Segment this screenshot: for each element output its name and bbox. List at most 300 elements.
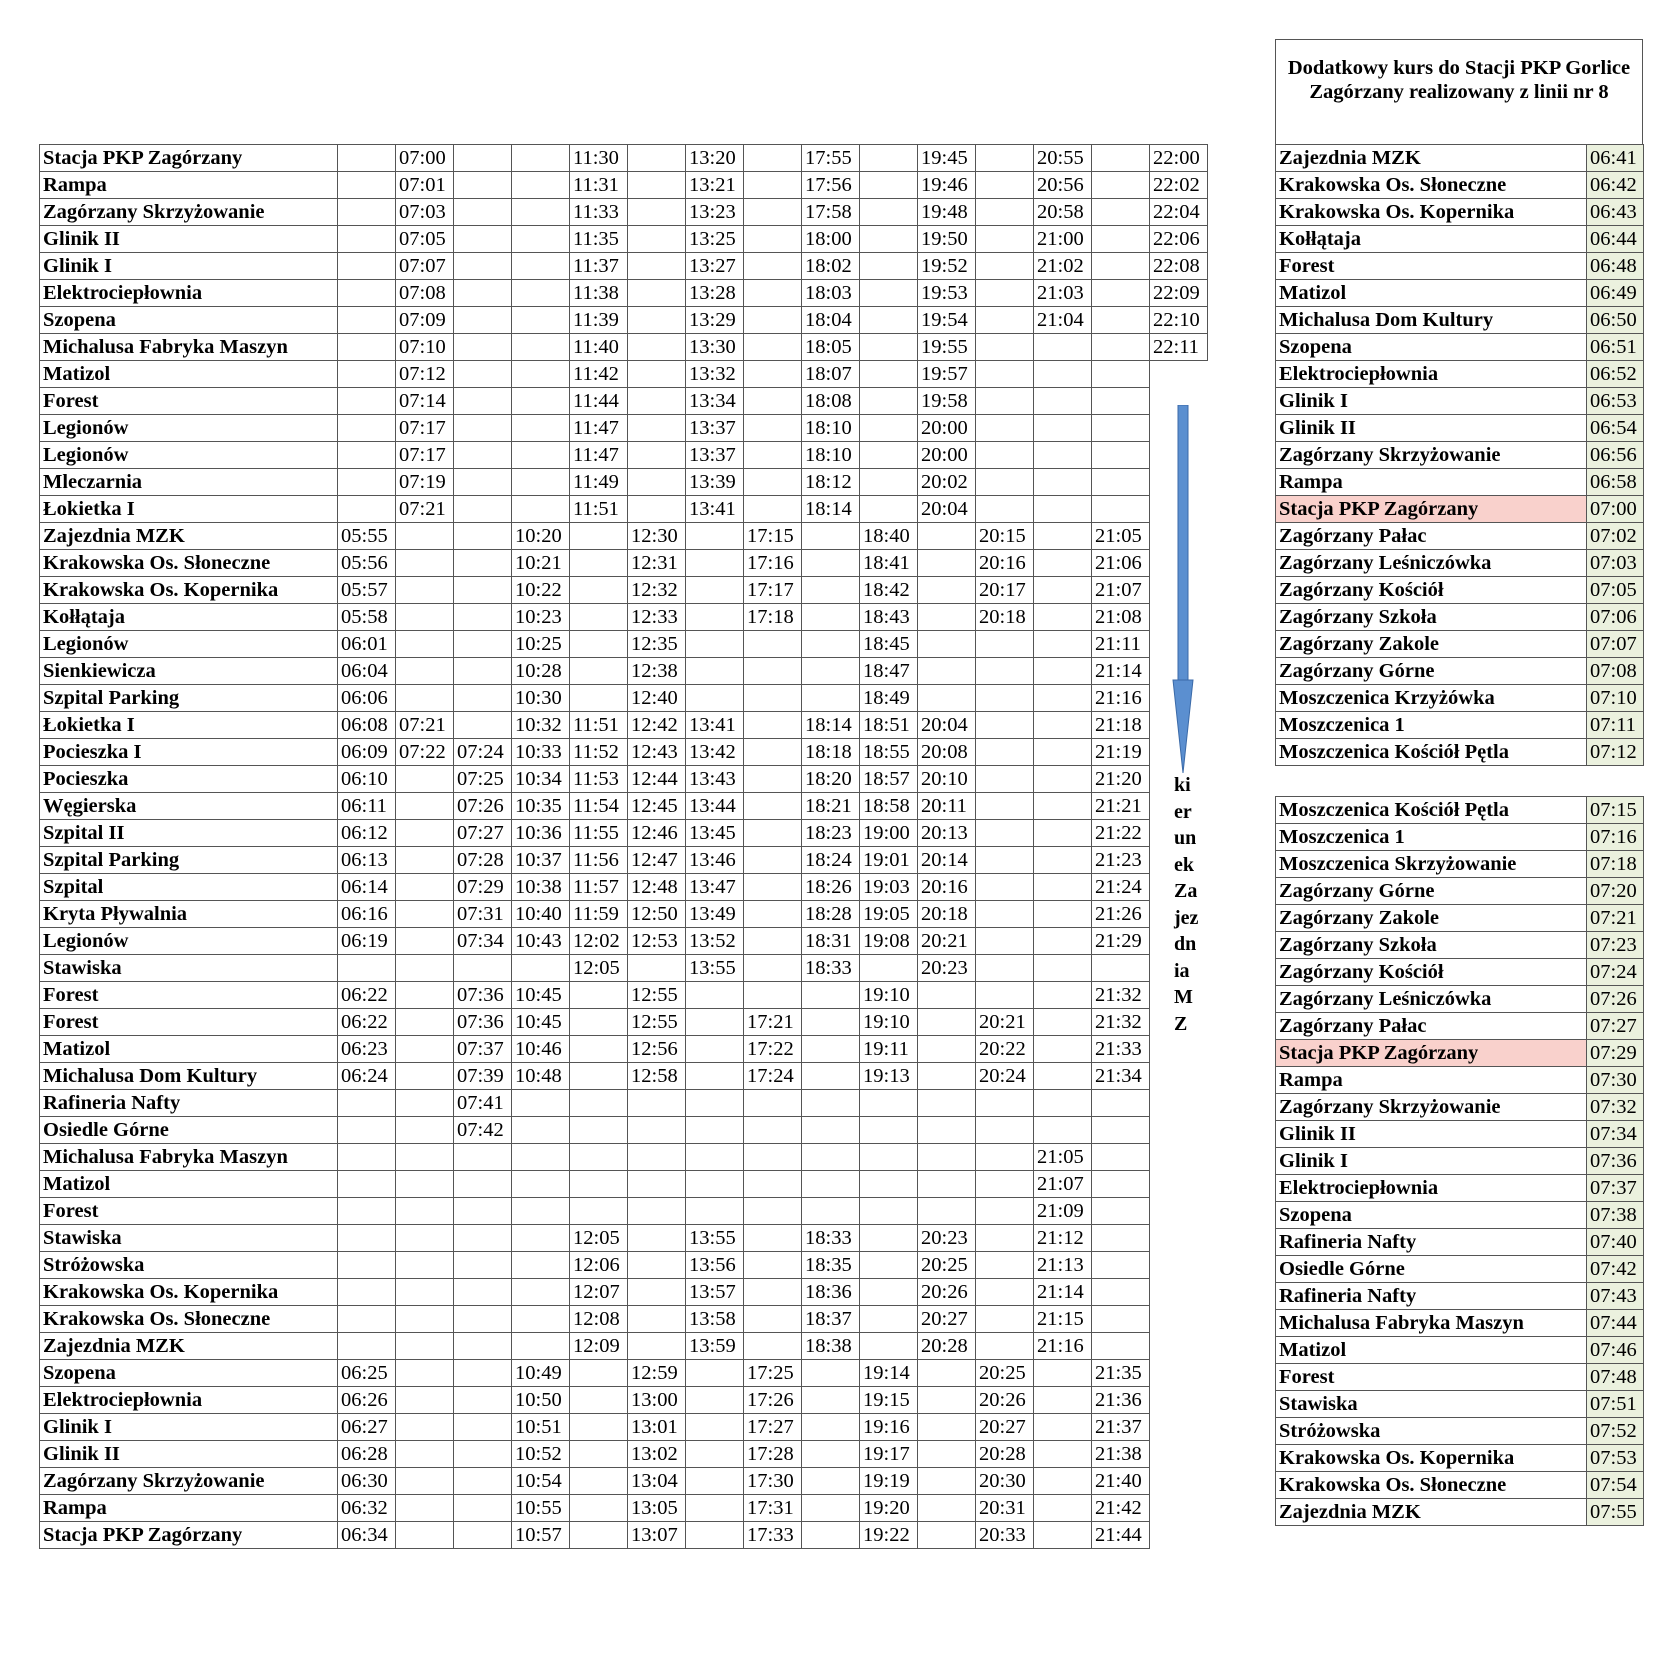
side-panel-header: Dodatkowy kurs do Stacji PKP Gorlice Zagórzany realizowany z linii nr 8 <box>1275 39 1643 144</box>
departure-time <box>1034 739 1092 766</box>
departure-time <box>338 496 396 523</box>
table-row <box>40 1036 1208 1063</box>
table-row <box>40 982 1208 1009</box>
departure-time: 11:51 <box>570 496 628 523</box>
departure-time <box>396 1387 454 1414</box>
departure-time <box>338 388 396 415</box>
table-row <box>40 307 1208 334</box>
table-row <box>1276 1418 1644 1445</box>
departure-time <box>338 1144 396 1171</box>
table-row <box>1276 878 1644 905</box>
departure-time: 10:49 <box>512 1360 570 1387</box>
table-row <box>1276 1067 1644 1094</box>
departure-time <box>802 577 860 604</box>
departure-time: 12:43 <box>628 739 686 766</box>
departure-time: 13:07 <box>628 1522 686 1549</box>
departure-time: 12:30 <box>628 523 686 550</box>
departure-time <box>512 955 570 982</box>
departure-time <box>454 1495 512 1522</box>
departure-time: 18:10 <box>802 442 860 469</box>
departure-time <box>1092 253 1150 280</box>
stop-name: Rampa <box>40 172 338 199</box>
departure-time <box>396 631 454 658</box>
departure-time: 11:54 <box>570 793 628 820</box>
departure-time <box>976 685 1034 712</box>
table-row <box>40 496 1208 523</box>
departure-time: 18:33 <box>802 1225 860 1252</box>
stop-name: Szopena <box>1276 334 1587 361</box>
departure-time <box>628 1144 686 1171</box>
table-row <box>1276 361 1644 388</box>
stop-name: Matizol <box>40 361 338 388</box>
departure-time: 13:28 <box>686 280 744 307</box>
departure-time <box>1034 901 1092 928</box>
table-row <box>1276 1040 1644 1067</box>
departure-time: 07:29 <box>1587 1040 1644 1067</box>
stop-name: Zagórzany Leśniczówka <box>1276 986 1587 1013</box>
departure-time <box>628 955 686 982</box>
departure-time <box>860 253 918 280</box>
departure-time: 07:07 <box>1587 631 1644 658</box>
departure-time <box>338 334 396 361</box>
departure-time: 06:08 <box>338 712 396 739</box>
departure-time <box>802 1036 860 1063</box>
departure-time <box>976 1225 1034 1252</box>
departure-time: 07:05 <box>396 226 454 253</box>
departure-time <box>1034 388 1092 415</box>
table-row <box>40 577 1208 604</box>
departure-time: 13:20 <box>686 145 744 172</box>
departure-time <box>396 901 454 928</box>
departure-time <box>1034 955 1092 982</box>
table-row <box>1276 1337 1644 1364</box>
table-row <box>1276 604 1644 631</box>
departure-time <box>802 1522 860 1549</box>
table-row <box>1276 631 1644 658</box>
table-row <box>1276 851 1644 878</box>
departure-time: 11:47 <box>570 415 628 442</box>
departure-time: 22:11 <box>1150 334 1208 361</box>
table-row <box>40 874 1208 901</box>
stop-name: Elektrociepłownia <box>1276 1175 1587 1202</box>
departure-time: 07:15 <box>1587 797 1644 824</box>
departure-time <box>976 1117 1034 1144</box>
departure-time: 07:34 <box>1587 1121 1644 1148</box>
departure-time <box>570 1198 628 1225</box>
departure-time: 07:02 <box>1587 523 1644 550</box>
departure-time: 07:32 <box>1587 1094 1644 1121</box>
table-row <box>1276 307 1644 334</box>
departure-time: 17:22 <box>744 1036 802 1063</box>
departure-time: 07:48 <box>1587 1364 1644 1391</box>
table-row <box>1276 496 1644 523</box>
stop-name: Pocieszka <box>40 766 338 793</box>
departure-time <box>512 1279 570 1306</box>
departure-time: 13:27 <box>686 253 744 280</box>
direction-label-line: un <box>1174 827 1197 849</box>
departure-time: 13:45 <box>686 820 744 847</box>
departure-time: 07:10 <box>1587 685 1644 712</box>
departure-time: 13:57 <box>686 1279 744 1306</box>
departure-time <box>338 253 396 280</box>
table-row <box>40 712 1208 739</box>
departure-time: 18:42 <box>860 577 918 604</box>
departure-time <box>454 658 512 685</box>
departure-time: 06:30 <box>338 1468 396 1495</box>
departure-time <box>686 1468 744 1495</box>
departure-time: 11:55 <box>570 820 628 847</box>
stop-name: Mleczarnia <box>40 469 338 496</box>
departure-time: 17:55 <box>802 145 860 172</box>
departure-time: 07:21 <box>396 712 454 739</box>
departure-time: 21:42 <box>1092 1495 1150 1522</box>
empty-cell <box>1150 1171 1208 1198</box>
table-row <box>1276 739 1644 766</box>
stop-name: Szopena <box>40 1360 338 1387</box>
departure-time: 13:41 <box>686 496 744 523</box>
departure-time: 19:45 <box>918 145 976 172</box>
departure-time <box>396 685 454 712</box>
departure-time: 06:22 <box>338 982 396 1009</box>
departure-time <box>1034 712 1092 739</box>
departure-time <box>570 1387 628 1414</box>
stop-name: Glinik I <box>40 253 338 280</box>
departure-time <box>338 1090 396 1117</box>
departure-time: 07:39 <box>454 1063 512 1090</box>
departure-time: 10:28 <box>512 658 570 685</box>
side-trip-1-table <box>1275 144 1644 766</box>
departure-time: 07:54 <box>1587 1472 1644 1499</box>
departure-time: 13:04 <box>628 1468 686 1495</box>
table-row <box>1276 334 1644 361</box>
stop-name: Moszczenica 1 <box>1276 824 1587 851</box>
departure-time <box>802 631 860 658</box>
departure-time <box>338 280 396 307</box>
departure-time <box>686 658 744 685</box>
empty-cell <box>1150 1414 1208 1441</box>
departure-time <box>744 361 802 388</box>
departure-time <box>512 1306 570 1333</box>
departure-time: 06:25 <box>338 1360 396 1387</box>
departure-time <box>860 496 918 523</box>
departure-time <box>976 469 1034 496</box>
departure-time <box>338 199 396 226</box>
departure-time <box>744 712 802 739</box>
departure-time: 07:52 <box>1587 1418 1644 1445</box>
departure-time: 18:21 <box>802 793 860 820</box>
departure-time: 20:55 <box>1034 145 1092 172</box>
departure-time <box>860 1171 918 1198</box>
stop-name: Legionów <box>40 631 338 658</box>
departure-time <box>628 442 686 469</box>
departure-time: 20:00 <box>918 442 976 469</box>
departure-time <box>570 1009 628 1036</box>
departure-time: 21:34 <box>1092 1063 1150 1090</box>
departure-time: 20:08 <box>918 739 976 766</box>
departure-time: 20:27 <box>918 1306 976 1333</box>
departure-time <box>802 658 860 685</box>
departure-time: 21:00 <box>1034 226 1092 253</box>
departure-time <box>570 631 628 658</box>
departure-time: 10:30 <box>512 685 570 712</box>
departure-time: 12:40 <box>628 685 686 712</box>
departure-time: 19:58 <box>918 388 976 415</box>
stop-name: Zagórzany Kościół <box>1276 959 1587 986</box>
departure-time: 07:28 <box>454 847 512 874</box>
departure-time: 21:19 <box>1092 739 1150 766</box>
departure-time <box>512 145 570 172</box>
departure-time: 18:41 <box>860 550 918 577</box>
departure-time: 21:32 <box>1092 982 1150 1009</box>
stop-name: Krakowska Os. Kopernika <box>1276 1445 1587 1472</box>
departure-time <box>686 685 744 712</box>
departure-time <box>860 334 918 361</box>
stop-name: Forest <box>40 388 338 415</box>
departure-time: 20:14 <box>918 847 976 874</box>
departure-time: 18:24 <box>802 847 860 874</box>
departure-time: 11:40 <box>570 334 628 361</box>
departure-time: 07:18 <box>1587 851 1644 878</box>
table-row <box>1276 280 1644 307</box>
departure-time <box>1034 577 1092 604</box>
table-row <box>1276 469 1644 496</box>
departure-time: 07:20 <box>1587 878 1644 905</box>
departure-time <box>976 1279 1034 1306</box>
stop-name: Krakowska Os. Słoneczne <box>1276 1472 1587 1499</box>
departure-time <box>1034 361 1092 388</box>
departure-time <box>918 1171 976 1198</box>
departure-time: 11:47 <box>570 442 628 469</box>
departure-time <box>1034 1036 1092 1063</box>
departure-time: 18:07 <box>802 361 860 388</box>
departure-time: 12:06 <box>570 1252 628 1279</box>
departure-time: 20:10 <box>918 766 976 793</box>
departure-time <box>570 1171 628 1198</box>
departure-time <box>628 226 686 253</box>
departure-time <box>454 1522 512 1549</box>
departure-time <box>860 280 918 307</box>
departure-time: 11:35 <box>570 226 628 253</box>
departure-time: 10:46 <box>512 1036 570 1063</box>
stop-name: Zagórzany Pałac <box>1276 523 1587 550</box>
departure-time <box>860 442 918 469</box>
departure-time <box>454 280 512 307</box>
departure-time <box>1092 388 1150 415</box>
table-row <box>1276 253 1644 280</box>
table-row <box>40 1333 1208 1360</box>
stop-name: Michalusa Fabryka Maszyn <box>40 1144 338 1171</box>
departure-time: 11:53 <box>570 766 628 793</box>
departure-time: 19:52 <box>918 253 976 280</box>
timetable-main <box>39 144 1208 1549</box>
departure-time: 06:32 <box>338 1495 396 1522</box>
departure-time <box>454 712 512 739</box>
departure-time: 18:14 <box>802 712 860 739</box>
departure-time: 07:10 <box>396 334 454 361</box>
table-row <box>40 1225 1208 1252</box>
departure-time <box>512 1198 570 1225</box>
departure-time: 18:45 <box>860 631 918 658</box>
departure-time <box>396 1090 454 1117</box>
direction-label-line: ki <box>1174 774 1191 796</box>
departure-time <box>744 442 802 469</box>
departure-time: 21:14 <box>1034 1279 1092 1306</box>
departure-time: 07:36 <box>1587 1148 1644 1175</box>
departure-time <box>976 658 1034 685</box>
table-row <box>40 901 1208 928</box>
departure-time <box>744 226 802 253</box>
departure-time <box>454 388 512 415</box>
departure-time: 21:36 <box>1092 1387 1150 1414</box>
departure-time <box>454 1171 512 1198</box>
departure-time: 07:00 <box>1587 496 1644 523</box>
departure-time: 17:31 <box>744 1495 802 1522</box>
departure-time <box>570 982 628 1009</box>
departure-time <box>744 1090 802 1117</box>
departure-time: 13:37 <box>686 415 744 442</box>
table-row <box>1276 1256 1644 1283</box>
departure-time <box>744 793 802 820</box>
departure-time: 21:12 <box>1034 1225 1092 1252</box>
departure-time: 12:32 <box>628 577 686 604</box>
stop-name: Glinik II <box>40 1441 338 1468</box>
direction-label-line: Z <box>1174 1012 1188 1035</box>
departure-time <box>454 1279 512 1306</box>
departure-time: 06:44 <box>1587 226 1644 253</box>
departure-time: 10:50 <box>512 1387 570 1414</box>
departure-time: 21:07 <box>1092 577 1150 604</box>
stop-name: Zajezdnia MZK <box>40 1333 338 1360</box>
departure-time <box>744 685 802 712</box>
departure-time: 13:55 <box>686 955 744 982</box>
departure-time: 13:21 <box>686 172 744 199</box>
departure-time <box>454 523 512 550</box>
table-row <box>40 739 1208 766</box>
departure-time <box>744 1117 802 1144</box>
departure-time <box>1034 820 1092 847</box>
stop-name: Stacja PKP Zagórzany <box>40 1522 338 1549</box>
departure-time <box>512 415 570 442</box>
departure-time <box>454 145 512 172</box>
stop-name: Krakowska Os. Kopernika <box>40 1279 338 1306</box>
departure-time <box>976 739 1034 766</box>
departure-time: 13:47 <box>686 874 744 901</box>
departure-time: 12:53 <box>628 928 686 955</box>
departure-time: 11:31 <box>570 172 628 199</box>
departure-time: 19:53 <box>918 280 976 307</box>
departure-time: 20:13 <box>918 820 976 847</box>
stop-name: Glinik I <box>1276 1148 1587 1175</box>
table-row <box>40 1468 1208 1495</box>
departure-time: 17:21 <box>744 1009 802 1036</box>
departure-time <box>802 1414 860 1441</box>
departure-time <box>976 199 1034 226</box>
stop-name: Zagórzany Górne <box>1276 878 1587 905</box>
departure-time: 20:24 <box>976 1063 1034 1090</box>
departure-time: 07:46 <box>1587 1337 1644 1364</box>
stop-name: Rafineria Nafty <box>1276 1283 1587 1310</box>
departure-time <box>396 847 454 874</box>
departure-time <box>454 469 512 496</box>
stop-name: Krakowska Os. Kopernika <box>40 577 338 604</box>
departure-time: 18:31 <box>802 928 860 955</box>
departure-time <box>918 550 976 577</box>
empty-cell <box>1150 1225 1208 1252</box>
departure-time: 11:57 <box>570 874 628 901</box>
departure-time: 07:53 <box>1587 1445 1644 1472</box>
departure-time <box>976 280 1034 307</box>
departure-time <box>454 685 512 712</box>
departure-time <box>628 1333 686 1360</box>
departure-time <box>686 1414 744 1441</box>
empty-cell <box>1150 1063 1208 1090</box>
departure-time: 10:37 <box>512 847 570 874</box>
table-row <box>40 172 1208 199</box>
departure-time: 19:00 <box>860 820 918 847</box>
departure-time <box>1034 1522 1092 1549</box>
departure-time: 10:23 <box>512 604 570 631</box>
stop-name: Matizol <box>1276 280 1587 307</box>
departure-time: 06:27 <box>338 1414 396 1441</box>
stop-name: Matizol <box>40 1036 338 1063</box>
departure-time <box>628 253 686 280</box>
departure-time: 06:53 <box>1587 388 1644 415</box>
table-row <box>1276 1229 1644 1256</box>
stop-name: Stawiska <box>40 1225 338 1252</box>
departure-time <box>686 1495 744 1522</box>
departure-time: 07:16 <box>1587 824 1644 851</box>
departure-time <box>338 442 396 469</box>
empty-cell <box>1150 1495 1208 1522</box>
departure-time: 20:33 <box>976 1522 1034 1549</box>
table-row <box>1276 145 1644 172</box>
departure-time: 12:45 <box>628 793 686 820</box>
table-row <box>40 361 1208 388</box>
stop-name: Rafineria Nafty <box>1276 1229 1587 1256</box>
departure-time <box>802 1198 860 1225</box>
departure-time: 18:28 <box>802 901 860 928</box>
stop-name: Łokietka I <box>40 712 338 739</box>
departure-time: 07:21 <box>396 496 454 523</box>
departure-time <box>396 1279 454 1306</box>
departure-time <box>512 469 570 496</box>
departure-time <box>976 1171 1034 1198</box>
departure-time <box>918 1144 976 1171</box>
table-row <box>1276 550 1644 577</box>
departure-time: 06:52 <box>1587 361 1644 388</box>
departure-time <box>396 1441 454 1468</box>
departure-time: 13:59 <box>686 1333 744 1360</box>
stop-name: Kołłątaja <box>40 604 338 631</box>
departure-time: 13:29 <box>686 307 744 334</box>
departure-time: 07:36 <box>454 982 512 1009</box>
departure-time: 12:02 <box>570 928 628 955</box>
empty-cell <box>1150 1252 1208 1279</box>
departure-time: 07:22 <box>396 739 454 766</box>
stop-name: Elektrociepłownia <box>40 1387 338 1414</box>
departure-time: 10:32 <box>512 712 570 739</box>
departure-time: 17:33 <box>744 1522 802 1549</box>
departure-time <box>396 793 454 820</box>
departure-time <box>1092 442 1150 469</box>
stop-name: Legionów <box>40 415 338 442</box>
departure-time <box>396 928 454 955</box>
stop-name: Elektrociepłownia <box>1276 361 1587 388</box>
stop-name: Sienkiewicza <box>40 658 338 685</box>
departure-time: 06:49 <box>1587 280 1644 307</box>
departure-time <box>802 1009 860 1036</box>
departure-time <box>1092 334 1150 361</box>
